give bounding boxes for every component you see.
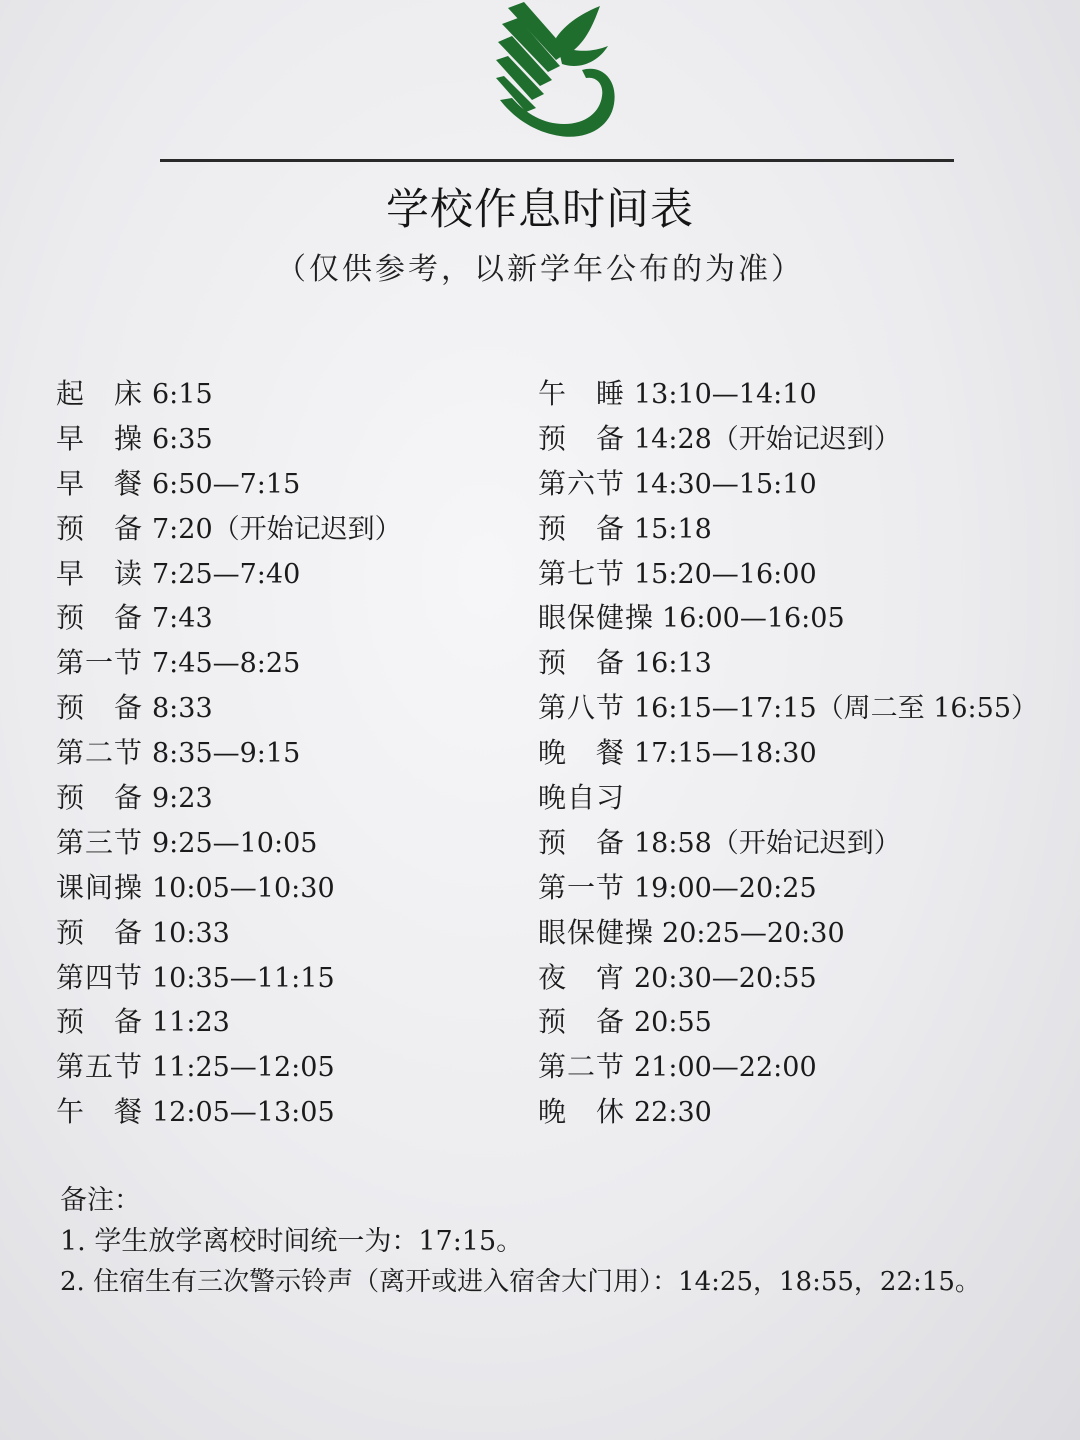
schedule-time: 8:33 <box>152 693 213 725</box>
schedule-label: 预 备 <box>56 915 144 949</box>
schedule-row <box>56 417 526 462</box>
schedule-label: 晚自习 <box>538 781 626 815</box>
schedule-row <box>56 911 526 956</box>
schedule-time: 18:58（开始记迟到） <box>634 827 901 859</box>
schedule-label: 第六节 <box>538 466 626 500</box>
schedule-time: 15:20—16:00 <box>634 558 817 590</box>
schedule-time: 22:30 <box>634 1097 712 1129</box>
schedule-row <box>538 1090 1068 1135</box>
schedule-row <box>538 1000 1068 1045</box>
schedule-label: 第二节 <box>538 1050 626 1084</box>
schedule-label: 午 餐 <box>56 1095 144 1129</box>
notes-section <box>60 1180 1075 1303</box>
schedule-row <box>538 686 1068 731</box>
schedule-label: 第一节 <box>538 870 626 904</box>
schedule-row <box>538 641 1068 686</box>
schedule-left-column <box>56 372 526 1135</box>
schedule-label: 第二节 <box>56 736 144 770</box>
schedule-row <box>538 821 1068 866</box>
schedule-label: 第四节 <box>56 960 144 994</box>
schedule-row <box>56 1090 526 1135</box>
schedule-right-column <box>538 372 1068 1135</box>
schedule-label: 预 备 <box>538 825 626 859</box>
schedule-label: 早 操 <box>56 421 144 455</box>
schedule-time: 8:35—9:15 <box>152 738 301 770</box>
schedule-time: 6:35 <box>152 423 213 455</box>
note-item-2: 2. 住宿生有三次警示铃声（离开或进入宿舍大门用）：14:25，18:55，22:15。 <box>60 1267 981 1297</box>
schedule-time: 19:00—20:25 <box>634 872 817 904</box>
schedule-label: 晚 餐 <box>538 736 626 770</box>
schedule-time: 11:25—12:05 <box>152 1052 335 1084</box>
schedule-row <box>56 731 526 776</box>
schedule-row <box>538 911 1068 956</box>
schedule-time: 16:13 <box>634 648 712 680</box>
schedule-time: 16:15—17:15（周二至 16:55） <box>634 693 1039 725</box>
schedule-time: 14:28（开始记迟到） <box>634 423 901 455</box>
schedule-label: 第八节 <box>538 691 626 725</box>
schedule-time: 9:23 <box>152 783 213 815</box>
schedule-time: 13:10—14:10 <box>634 379 817 410</box>
schedule-label: 第五节 <box>56 1050 144 1084</box>
schedule-label: 夜 宵 <box>538 960 626 994</box>
schedule-time: 10:05—10:30 <box>152 872 335 904</box>
schedule-time: 20:55 <box>634 1007 712 1039</box>
schedule-time: 6:50—7:15 <box>152 468 301 500</box>
school-emblem-icon <box>490 0 630 150</box>
schedule-row <box>538 507 1068 552</box>
schedule-time: 7:43 <box>152 603 213 635</box>
schedule-label: 眼保健操 <box>538 601 655 635</box>
schedule-row <box>56 686 526 731</box>
schedule-row <box>538 552 1068 597</box>
schedule-time: 7:20（开始记迟到） <box>152 513 402 545</box>
schedule-row <box>56 1000 526 1045</box>
schedule-time: 7:25—7:40 <box>152 558 301 590</box>
schedule-row <box>56 821 526 866</box>
schedule-time: 7:45—8:25 <box>152 648 301 680</box>
schedule-row <box>56 641 526 686</box>
schedule-row <box>538 1045 1068 1090</box>
schedule-row <box>56 596 526 641</box>
schedule-label: 第三节 <box>56 825 144 859</box>
schedule-row <box>56 507 526 552</box>
notes-heading: 备注： <box>60 1185 141 1216</box>
schedule-label: 眼保健操 <box>538 915 655 949</box>
schedule-row <box>56 552 526 597</box>
schedule-label: 早 读 <box>56 556 144 590</box>
schedule-time: 10:33 <box>152 917 230 949</box>
schedule-label: 早 餐 <box>56 466 144 500</box>
schedule-row <box>538 776 1068 821</box>
schedule-time: 21:00—22:00 <box>634 1052 817 1084</box>
schedule-label: 预 备 <box>538 511 626 545</box>
schedule-row <box>538 866 1068 911</box>
note-item-1: 1. 学生放学离校时间统一为：17:15。 <box>60 1226 524 1257</box>
schedule-time: 15:18 <box>634 513 712 545</box>
schedule-row <box>56 462 526 507</box>
schedule-row <box>56 1045 526 1090</box>
schedule-time: 9:25—10:05 <box>152 827 318 859</box>
schedule-row <box>56 866 526 911</box>
schedule-time: 17:15—18:30 <box>634 738 817 770</box>
schedule-label: 起 床 <box>56 377 144 410</box>
schedule-row <box>56 776 526 821</box>
schedule-time: 11:23 <box>152 1007 230 1039</box>
page-subtitle: （仅供参考，以新学年公布的为准） <box>276 252 804 287</box>
schedule-label: 预 备 <box>56 781 144 815</box>
schedule-row <box>56 956 526 1001</box>
schedule-row <box>538 372 1068 417</box>
schedule-time: 20:25—20:30 <box>662 917 845 949</box>
schedule-label: 预 备 <box>56 601 144 635</box>
header-divider <box>160 159 954 162</box>
schedule-time: 12:05—13:05 <box>152 1097 335 1129</box>
schedule-label: 预 备 <box>56 1005 144 1039</box>
schedule-row <box>56 372 526 417</box>
schedule-label: 课间操 <box>56 870 144 904</box>
schedule-label: 预 备 <box>56 511 144 545</box>
schedule-label: 第一节 <box>56 646 144 680</box>
schedule-label: 预 备 <box>56 691 144 725</box>
schedule-time: 14:30—15:10 <box>634 468 817 500</box>
schedule-label: 预 备 <box>538 421 626 455</box>
schedule-time: 20:30—20:55 <box>634 962 817 994</box>
schedule-label: 午 睡 <box>538 377 626 410</box>
schedule-row <box>538 956 1068 1001</box>
schedule-label: 预 备 <box>538 1005 626 1039</box>
schedule-time: 16:00—16:05 <box>662 603 845 635</box>
schedule-row <box>538 462 1068 507</box>
schedule-label: 晚 休 <box>538 1095 626 1129</box>
page-title: 学校作息时间表 <box>386 185 694 235</box>
schedule-row <box>538 417 1068 462</box>
schedule-time: 10:35—11:15 <box>152 962 335 994</box>
schedule-label: 第七节 <box>538 556 626 590</box>
schedule-row <box>538 731 1068 776</box>
schedule-label: 预 备 <box>538 646 626 680</box>
schedule-row <box>538 596 1068 641</box>
schedule-time: 6:15 <box>152 379 213 410</box>
